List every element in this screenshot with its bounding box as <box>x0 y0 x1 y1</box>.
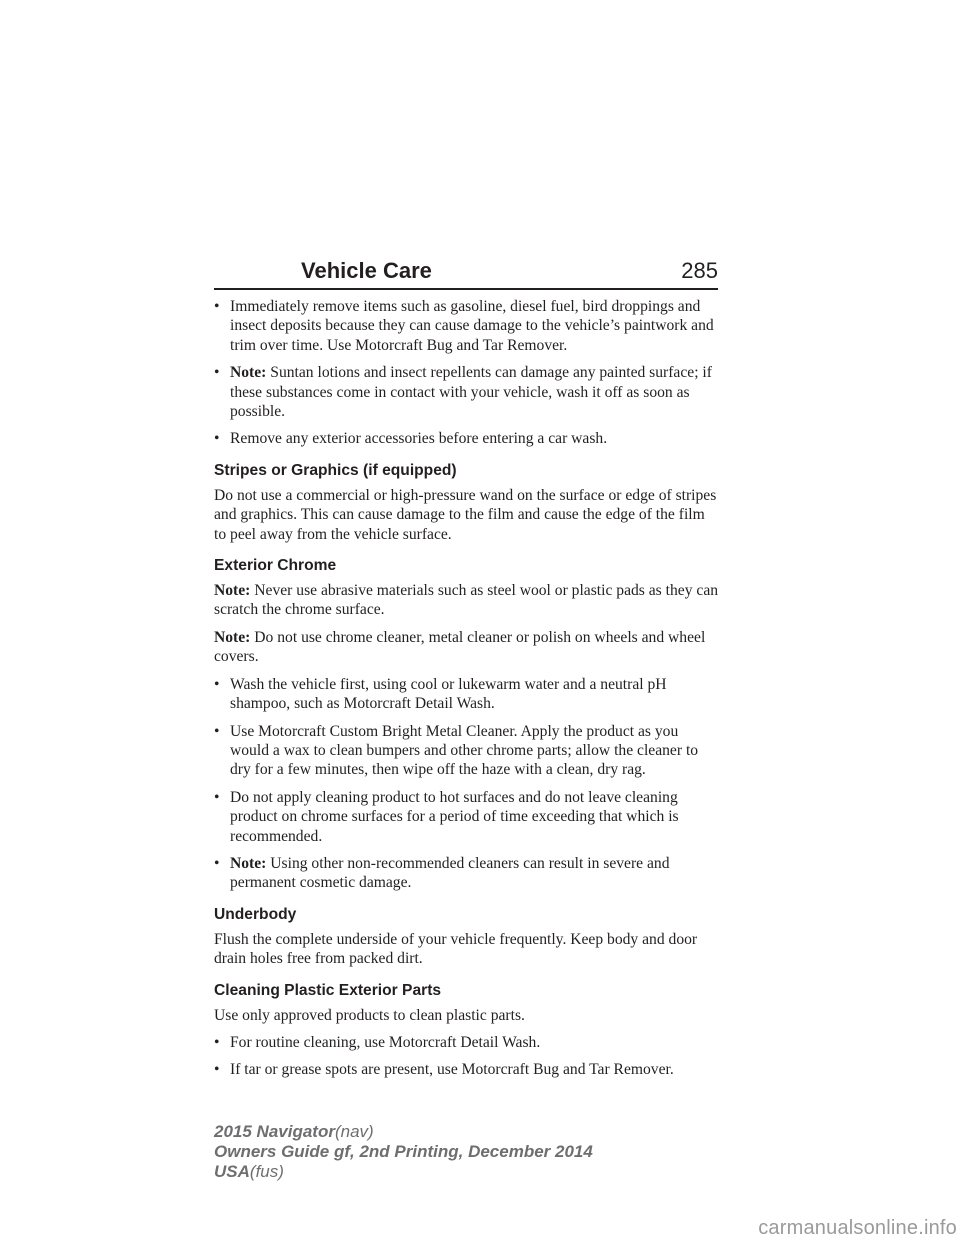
chrome-heading: Exterior Chrome <box>214 557 337 575</box>
underbody-heading: Underbody <box>214 905 297 923</box>
list-item <box>214 429 720 448</box>
page-number: 285 <box>681 258 718 283</box>
bullet-text: Do not apply cleaning product to hot surfaces and do not leave cleaning product on chrome surfaces for a period of time exceeding that which is recommended. <box>230 788 679 845</box>
page-header <box>214 256 718 290</box>
note-label: Note: <box>214 628 251 646</box>
list-item <box>214 297 720 355</box>
bullet-icon: • <box>214 675 220 693</box>
bullet-icon: • <box>214 430 220 448</box>
header-rule <box>214 288 718 290</box>
bullet-text: For routine cleaning, use Motorcraft Detail Wash. <box>230 1033 541 1051</box>
bullet-icon: • <box>214 1033 220 1051</box>
bullet-text: Use Motorcraft Custom Bright Metal Cleaner. Apply the product as you would a wax to clean bumpers and other chrome parts; allow the cleaner to dry for a few minutes, then wipe off the haze with a clean, dry rag. <box>230 722 699 779</box>
note-label: Note: <box>214 582 251 600</box>
footer-guide: Owners Guide gf, 2nd Printing, December 2014 <box>214 1142 593 1161</box>
bullet-icon: • <box>214 722 220 740</box>
plastic-paragraph: Use only approved products to clean plastic parts. <box>214 1006 525 1024</box>
plastic-heading: Cleaning Plastic Exterior Parts <box>214 981 442 999</box>
bullet-text: Remove any exterior accessories before entering a car wash. <box>230 430 608 448</box>
bullet-text: Using other non-recommended cleaners can result in severe and permanent cosmetic damage. <box>230 854 670 892</box>
footer-model-line <box>214 1122 593 1142</box>
bullet-text: Suntan lotions and insect repellents can damage any painted surface; if these substances come in contact with your vehicle, wash it off as soon as possible. <box>230 364 712 421</box>
footer-model: 2015 Navigator <box>214 1122 335 1141</box>
stripes-paragraph: Do not use a commercial or high-pressure wand on the surface or edge of stripes and graphics. This can cause damage to the film and cause the edge of the film to peel away from the vehicle surface. <box>214 486 717 543</box>
list-item <box>214 675 720 714</box>
list-item <box>214 1060 720 1079</box>
note-label: Note: <box>230 854 267 872</box>
note-text: Never use abrasive materials such as steel wool or plastic pads as they can scratch the chrome surface. <box>214 582 719 619</box>
underbody-paragraph: Flush the complete underside of your vehicle frequently. Keep body and door drain holes free from packed dirt. <box>214 930 698 968</box>
list-item <box>214 788 720 846</box>
bullet-text: Wash the vehicle first, using cool or lukewarm water and a neutral pH shampoo, such as Motorcraft Detail Wash. <box>230 675 667 713</box>
list-item <box>214 1033 720 1052</box>
watermark: carmanualsonline.info <box>758 1217 957 1239</box>
footer-market: USA <box>214 1162 250 1181</box>
bullet-text: If tar or grease spots are present, use Motorcraft Bug and Tar Remover. <box>230 1061 674 1079</box>
note-text: Do not use chrome cleaner, metal cleaner or polish on wheels and wheel covers. <box>214 628 706 666</box>
stripes-heading: Stripes or Graphics (if equipped) <box>214 461 457 479</box>
footer-market-line <box>214 1162 593 1182</box>
page-footer <box>214 1122 593 1182</box>
footer-market-code: (fus) <box>249 1162 284 1181</box>
bullet-icon: • <box>214 1061 220 1079</box>
bullet-icon: • <box>214 788 220 806</box>
footer-model-code: (nav) <box>334 1122 374 1141</box>
chrome-note <box>214 581 720 620</box>
section-title: Vehicle Care <box>301 258 432 283</box>
bullet-icon: • <box>214 298 220 315</box>
bullet-icon: • <box>214 364 220 382</box>
bullet-icon: • <box>214 854 220 872</box>
list-item <box>214 854 720 893</box>
chrome-note <box>214 628 720 667</box>
list-item <box>214 363 720 421</box>
list-item <box>214 722 720 780</box>
page-content <box>214 297 720 1088</box>
bullet-text: Immediately remove items such as gasoline, diesel fuel, bird droppings and insect deposits because they can cause damage to the vehicle’s paintwork and trim over time. Use Motorcraft Bug and Tar Remover. <box>230 298 714 354</box>
note-label: Note: <box>230 364 267 382</box>
